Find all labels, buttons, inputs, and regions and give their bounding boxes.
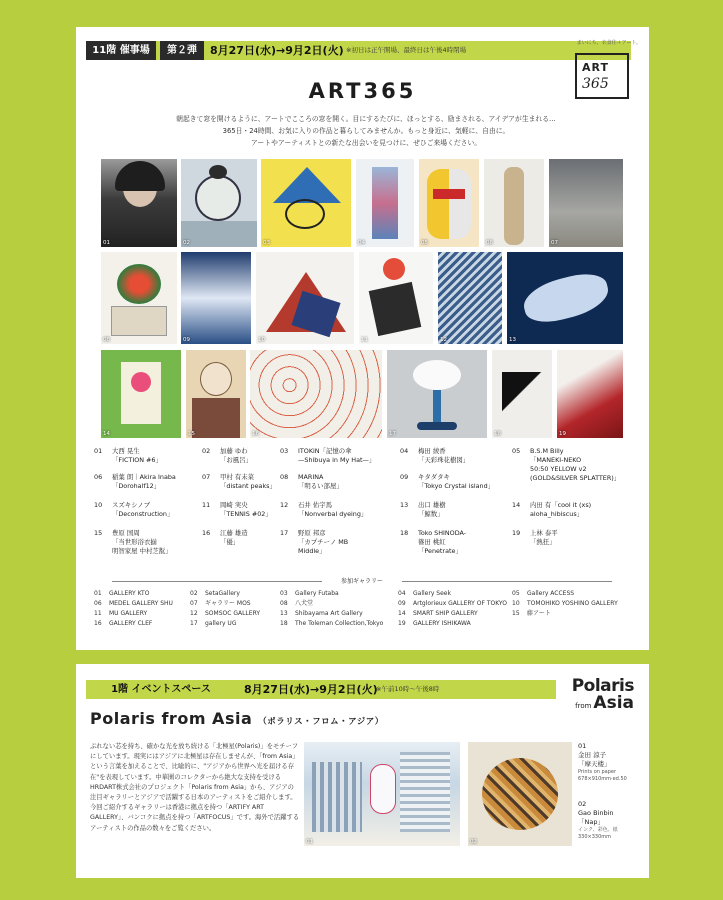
- artwork-16: [250, 350, 382, 438]
- gallery-item: 17 gallery UG: [190, 620, 237, 627]
- artwork-09: [181, 252, 251, 344]
- artwork-15: [186, 350, 246, 438]
- gallery-column: [398, 589, 507, 629]
- gallery-item: 04 Gallery Seek: [398, 590, 451, 597]
- gallery-column: [94, 589, 173, 629]
- gallery-item: 07 ギャラリー MOS: [190, 600, 251, 607]
- gallery-item: 05 Gallery ACCESS: [512, 590, 575, 597]
- work-title: 「摩天楼」: [578, 760, 611, 768]
- intro-line: 朝起きて窓を開けるように、アートでこころの窓を開く。目にするたびに、ほっとする、励まされる、アイデアが生まれる…: [176, 115, 556, 123]
- artwork-number: 01: [103, 240, 110, 246]
- artwork-05: [419, 159, 479, 247]
- artwork-12: [438, 252, 502, 344]
- event-dates: 8月27日(水)→9月2日(火): [210, 44, 344, 57]
- work-caption: [578, 742, 627, 783]
- gallery-column: [512, 589, 618, 619]
- artwork-01: [101, 159, 177, 247]
- artwork-number: 13: [509, 337, 516, 343]
- artwork-number: 19: [559, 431, 566, 437]
- phase-label: 第２弾: [160, 41, 204, 60]
- artwork-18: [492, 350, 552, 438]
- section-title-text: Polaris from Asia: [90, 709, 253, 728]
- polaris-artwork-01: [304, 742, 460, 846]
- intro-text: [136, 113, 596, 149]
- artwork-number: 14: [103, 431, 110, 437]
- artwork-number: 17: [389, 431, 396, 437]
- floor-label: 1階 イベントスペース: [86, 680, 236, 699]
- logo-bottom-text: 365: [582, 76, 609, 92]
- artwork-number: 06: [486, 240, 493, 246]
- artwork-number: 04: [358, 240, 365, 246]
- gallery-item: 13 Shibayama Art Gallery: [280, 610, 363, 617]
- artwork-08: [101, 252, 177, 344]
- work-number: 01: [578, 742, 587, 750]
- gallery-item: 09 Artglorieux GALLERY OF TOKYO: [398, 600, 507, 607]
- artwork-number: 03: [263, 240, 270, 246]
- gallery-column: [280, 589, 383, 629]
- intro-line: 365日・24時間、お気に入りの作品と暮らしてみませんか。もっと身近に、気軽に、自由に。: [222, 127, 510, 135]
- gallery-item: 18 The Toleman Collection,Tokyo: [280, 620, 384, 627]
- side-note: まいにち、衣食住＋アート。: [576, 40, 641, 46]
- artwork-number: 16: [252, 431, 259, 437]
- intro-line: アートやアーティストとの新たな出会いを見つけに、ぜひご来場ください。: [250, 139, 482, 147]
- page-title: ART365: [308, 79, 417, 103]
- artwork-13: [507, 252, 623, 344]
- galleries-header: [112, 576, 612, 586]
- gallery-item: 19 GALLERY ISHIKAWA: [398, 620, 471, 627]
- work-number: 02: [578, 800, 587, 808]
- artwork-number: 12: [440, 337, 447, 343]
- artwork-11: [359, 252, 433, 344]
- polaris-artwork-02: [468, 742, 572, 846]
- polaris-panel: [76, 664, 649, 878]
- logo-from: from: [575, 702, 592, 710]
- artwork-02: [181, 159, 257, 247]
- gallery-item: 02 SetaGallery: [190, 590, 240, 597]
- artwork-number: 05: [421, 240, 428, 246]
- polaris-logo: [554, 676, 634, 713]
- galleries-label: 参加ギャラリー: [340, 578, 383, 585]
- event-note: ※初日は正午開場、最終日は午後4時閉場: [346, 46, 467, 54]
- gallery-item: 16 GALLERY CLEF: [94, 620, 153, 627]
- gallery-column: [190, 589, 260, 629]
- artwork-17: [387, 350, 487, 438]
- artwork-07: [549, 159, 623, 247]
- description: ぶれない芯を持ち、確かな光を放ち続ける「北極星(Polaris)」をモチーフにしています。現実にはアジアに北極星は存在しませんが、「from Asia」という言葉を加えることで、比喩的に、"アジアから世界へ光を届ける存在"を表現しています。中華圏のコレクターから絶大な支持を受けるHRDART株式会社のプロジェクト「Polaris from Asia」から、アジアの注目ギャラリーとアジアで活躍する日本のアーティストをご紹介します。今回ご紹介するギャラリーは香港に拠点を持つ「ARTIFY ART GALLERY」、バンコクに拠点を持つ「ARTFOCUS」です。海外で活躍するアーティストの作品の数々をご覧ください。: [90, 743, 300, 832]
- gallery-item: 10 TOMOHIKO YOSHINO GALLERY: [512, 600, 618, 607]
- event-header: [86, 41, 631, 60]
- artwork-06: [484, 159, 544, 247]
- divider: [402, 581, 612, 582]
- artwork-number: 18: [494, 431, 501, 437]
- work-artist: 金田 涼子: [578, 751, 607, 759]
- section-subtitle: （ポラリス・フロム・アジア）: [258, 717, 384, 727]
- work-size: 330×330mm: [578, 834, 612, 840]
- gallery-item: 06 MEDEL GALLERY SHU: [94, 600, 173, 607]
- gallery-item: 01 GALLERY KTO: [94, 590, 150, 597]
- art365-panel: 11階 催事場 第２弾 8月27日(水)→9月2日(火) ※初日は正午開場、最終日は午後4時閉場 まいにち、衣食住＋アート。 ART 365 ART365 朝起きて窓を開けるように、アートでこころの窓を開く。目にするたびに、ほっとする、励まされる、アイデアが生まれる… 365日・24時間、お気に入りの作品と暮らしてみませんか。もっと身近に、気軽に、自由に。 アートやアーティストとの新たな出会いを見つけに、ぜひご来場ください。 01 02 03 04 05 06 07 08 09 10 11 12 13 14 15 16 17 18 19 01 大西 晃生 「FICTION #6」 02 加藤 ゆわ 「お風呂」 03 ITOKiN「記憶の傘 —Shibuya in My Hat—」 04 梅田 綾香 「天彩珠花樹図」 05 B.S.M Billy 「MANEKI-NEKO 50:50 YELLOW v2 (GOLD&SILVER SPLATTER)」 06 稲葉 朗｜Akira Inaba 「Dorohalf12」 07 甲村 有未菜 「distant peaks」 08 MARINA 「明るい部屋」 09 キタダタキ 「Tokyo Crystal island」 10 スズキシノブ 「Deconstruction」 11 岡崎 実央 「TENNIS #02」 12 石井 佑宇馬 「Nonverbal dyeing」 13 出口 雄樹 「鯨数」 14 内田 有「cool it (xs) aloha_hibiscus」 15 豊原 国周 「当世形浴衣揃 明智家屋 中村芝翫」 16 江藤 雄造 「優」 17 野原 邦彦 「カプチーノ MB Middle」 18 Toko SHINODA- 篠田 桃紅 「Penetrate」 19 上林 泰平 「熱狂」 参加ギャラリー 01 GALLERY KTO 06 MEDEL GALLERY SHU 11 MU GALLERY 16 GALLERY CLEF 02 SetaGallery 07 ギャラリー MOS 12 SOMSOC GALLERY 17 gallery UG 03 Gallery Futaba 08 八犬堂 13 Shibayama Art Gallery 18 The Toleman Collection,Tokyo 04 Gallery Seek 09 Artglorieux GALLERY OF TOKYO 14 SMART SHIP GALLERY 19 GALLERY ISHIKAWA 05 Gallery ACCESS 10 TOMOHIKO YOSHINO GALLERY 15 藤アート: [76, 27, 649, 650]
- gallery-item: 08 八犬堂: [280, 600, 314, 607]
- artwork-number: 09: [183, 337, 190, 343]
- event-dates: 8月27日(水)→9月2日(火): [244, 683, 378, 696]
- event-header: [86, 680, 556, 699]
- artwork-number: 02: [183, 240, 190, 246]
- event-note: ※午前10時〜午後8時: [376, 685, 440, 693]
- work-artist: Gao Binbin: [578, 809, 614, 817]
- gallery-item: 15 藤アート: [512, 610, 551, 617]
- work-medium: Prints on paper: [578, 769, 617, 775]
- artwork-number: 08: [103, 337, 110, 343]
- work-title: 「Nap」: [578, 818, 604, 826]
- work-size: 678×910mm·ed.50: [578, 776, 627, 782]
- floor-label: 11階 催事場: [86, 41, 156, 60]
- artwork-number: 10: [258, 337, 265, 343]
- artwork-19: [557, 350, 623, 438]
- logo-line2-wrap: [554, 693, 634, 713]
- logo-top-text: ART: [582, 61, 609, 74]
- gallery-item: 14 SMART SHIP GALLERY: [398, 610, 478, 617]
- work-medium: インク、彩色、紙: [578, 827, 618, 833]
- work-caption: [578, 800, 618, 841]
- artwork-10: [256, 252, 354, 344]
- artwork-number: 15: [188, 431, 195, 437]
- gallery-item: 12 SOMSOC GALLERY: [190, 610, 261, 617]
- artwork-04: [356, 159, 414, 247]
- artwork-number: 01: [306, 839, 313, 845]
- artwork-number: 11: [361, 337, 368, 343]
- logo-line2: Asia: [593, 693, 634, 713]
- gallery-item: 11 MU GALLERY: [94, 610, 148, 617]
- logo-line1: Polaris: [571, 676, 634, 696]
- artwork-03: [261, 159, 351, 247]
- gallery-item: 03 Gallery Futaba: [280, 590, 339, 597]
- section-title: [90, 709, 384, 728]
- artwork-number: 07: [551, 240, 558, 246]
- artwork-number: 02: [470, 839, 477, 845]
- artwork-14: [101, 350, 181, 438]
